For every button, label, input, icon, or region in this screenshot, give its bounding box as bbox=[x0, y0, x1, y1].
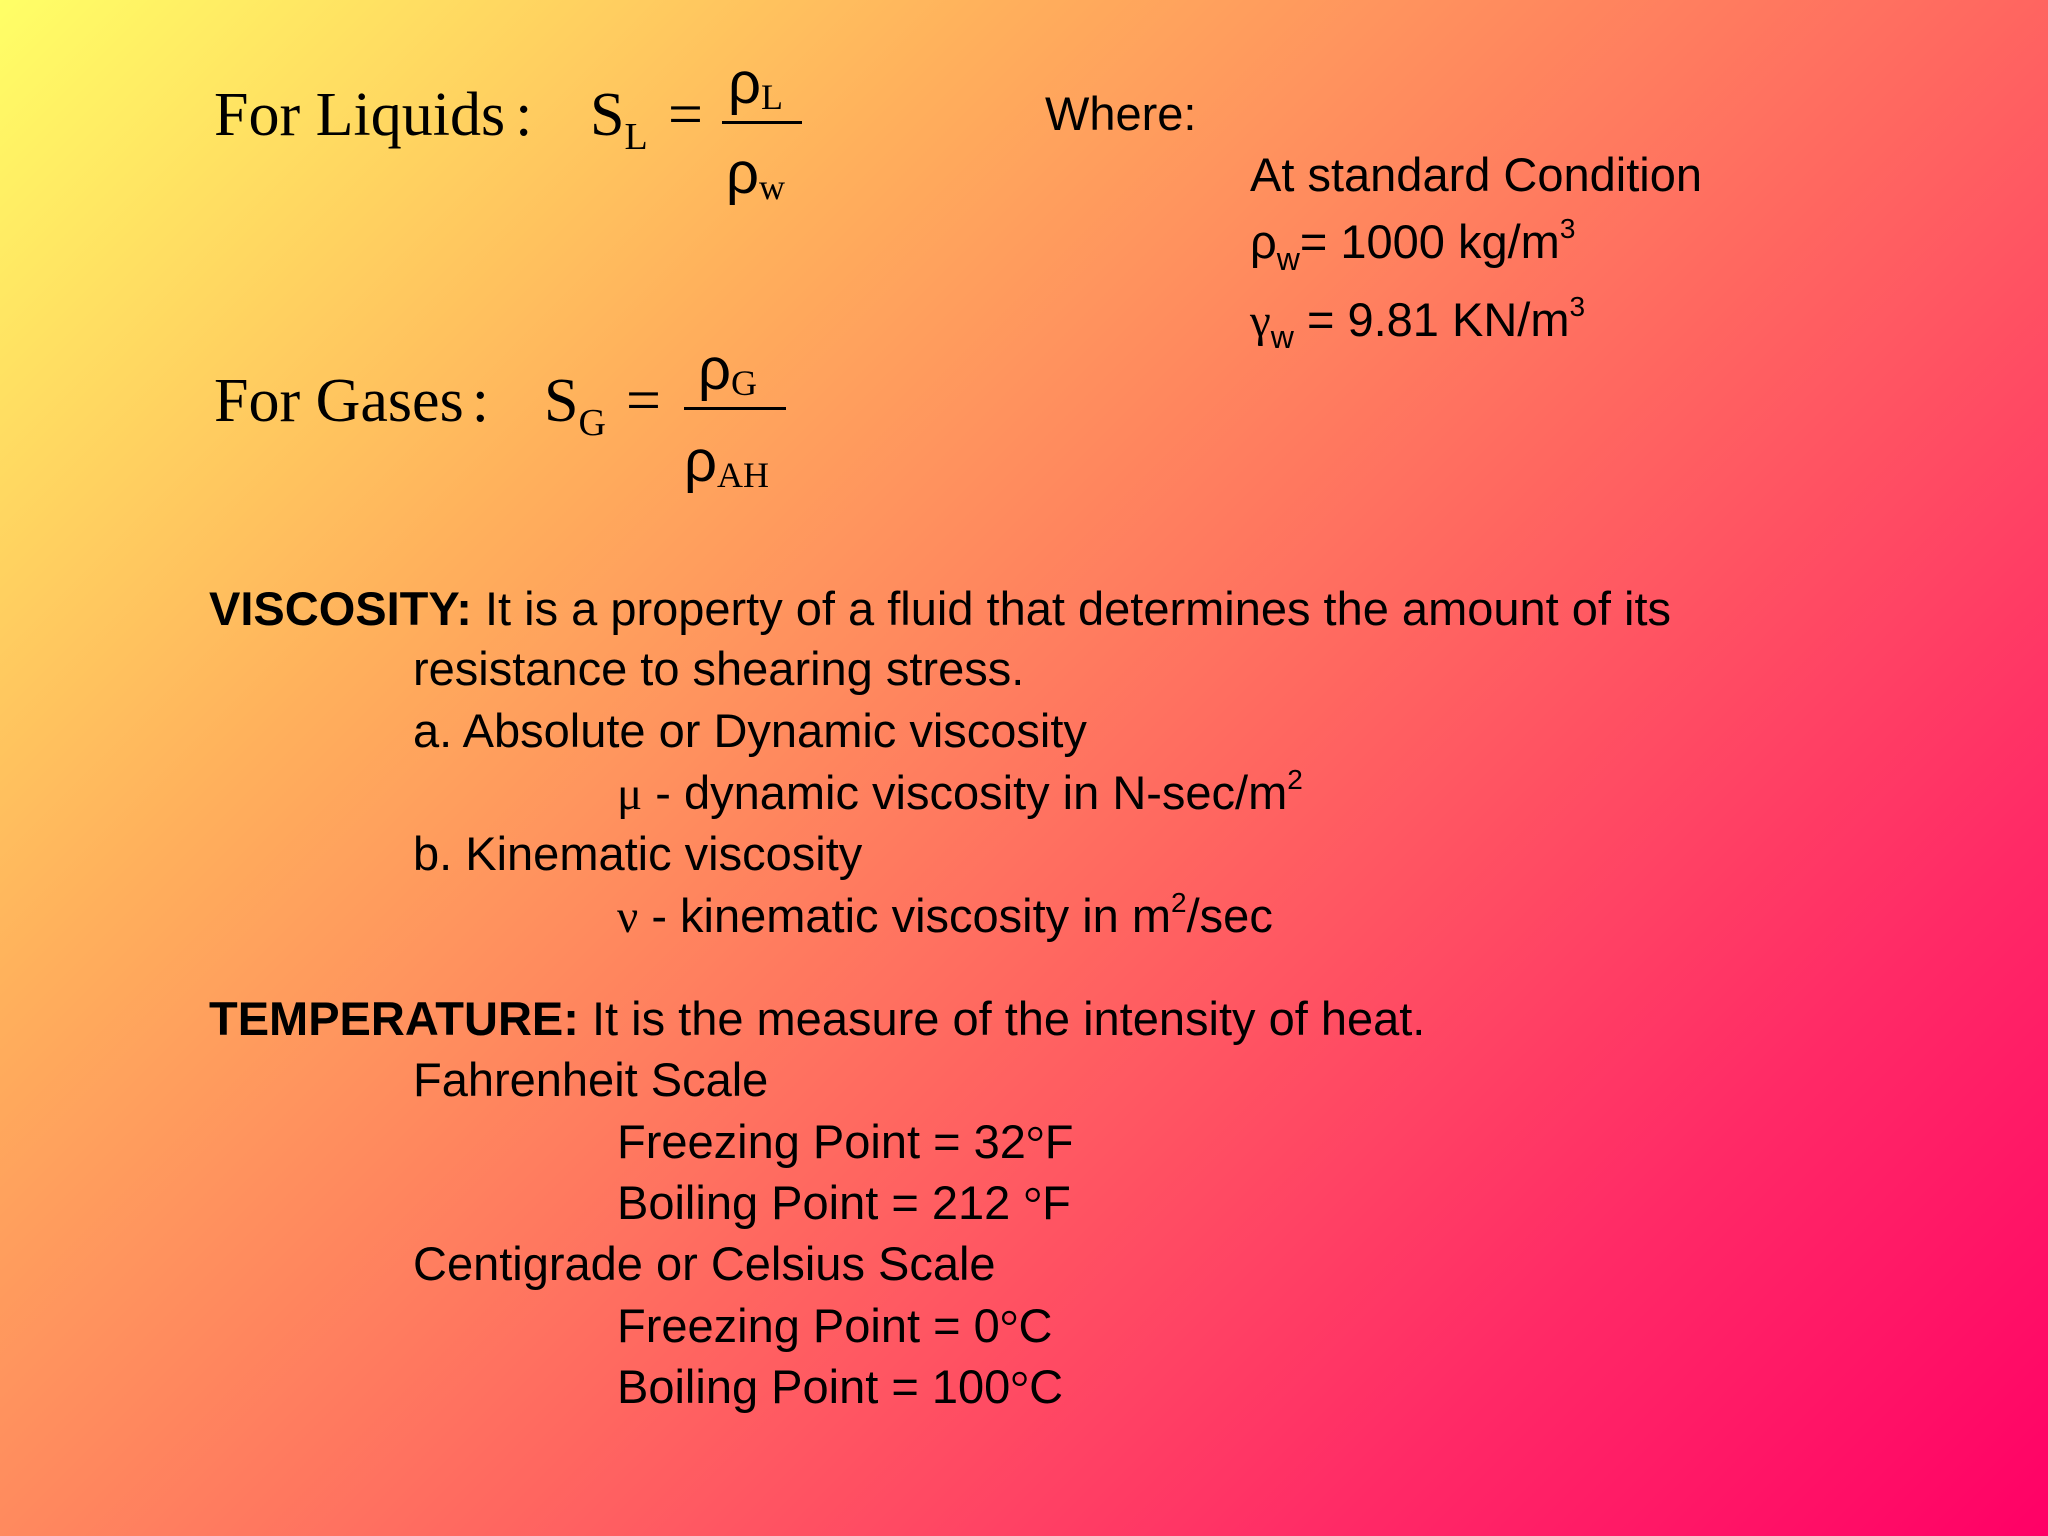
absolute-viscosity-label: a. Absolute or Dynamic viscosity bbox=[413, 704, 1087, 757]
gases-label: For Gases : bbox=[214, 367, 489, 435]
fahrenheit-boiling: Boiling Point = 212 °F bbox=[617, 1176, 1071, 1230]
liquids-label: For Liquids : bbox=[214, 81, 533, 149]
gases-numerator: ρG bbox=[698, 337, 757, 403]
water-density: $\rho_w= 1000$ $kg/m^3$ bbox=[1250, 213, 1576, 277]
standard-condition: At standard Condition bbox=[1250, 148, 1703, 201]
fahrenheit-scale: Fahrenheit Scale bbox=[413, 1053, 769, 1106]
celsius-freezing: Freezing Point = 0°C bbox=[617, 1299, 1053, 1353]
kinematic-viscosity-def: ν - kinematic viscosity in $m^2/\sec$ bbox=[617, 887, 1273, 943]
gases-denominator: ρAH bbox=[684, 429, 769, 495]
gases-fraction-bar bbox=[684, 407, 786, 410]
where-label: Where: bbox=[1045, 87, 1197, 140]
liquids-equals: = bbox=[668, 81, 703, 149]
liquids-numerator: ρL bbox=[728, 51, 783, 117]
temperature-definition: TEMPERATURE: It is the measure of the intensity of heat. bbox=[209, 992, 1426, 1045]
gases-symbol: $S_G$ bbox=[544, 367, 606, 444]
kinematic-viscosity-label: b. Kinematic viscosity bbox=[413, 827, 863, 880]
temperature-heading: TEMPERATURE: bbox=[209, 992, 579, 1045]
liquids-denominator: ρw bbox=[726, 141, 785, 207]
celsius-scale: Centigrade or Celsius Scale bbox=[413, 1237, 996, 1290]
liquids-fraction-bar bbox=[722, 121, 802, 124]
viscosity-definition-cont: resistance to shearing stress. bbox=[413, 642, 1025, 695]
viscosity-definition: VISCOSITY: It is a property of a fluid that determines the amount of its bbox=[209, 582, 1672, 635]
viscosity-heading: VISCOSITY: bbox=[209, 582, 472, 635]
liquids-symbol: $S_L$ bbox=[590, 81, 648, 158]
celsius-boiling: Boiling Point = 100°C bbox=[617, 1360, 1064, 1414]
fahrenheit-freezing: Freezing Point = 32°F bbox=[617, 1115, 1074, 1169]
dynamic-viscosity-def: μ - dynamic viscosity in $N-\sec/m^2$ bbox=[617, 764, 1303, 820]
water-unit-weight: $\gamma_w = 9.81$ $KN/m^3$ bbox=[1250, 291, 1586, 355]
gases-equals: = bbox=[626, 367, 661, 435]
